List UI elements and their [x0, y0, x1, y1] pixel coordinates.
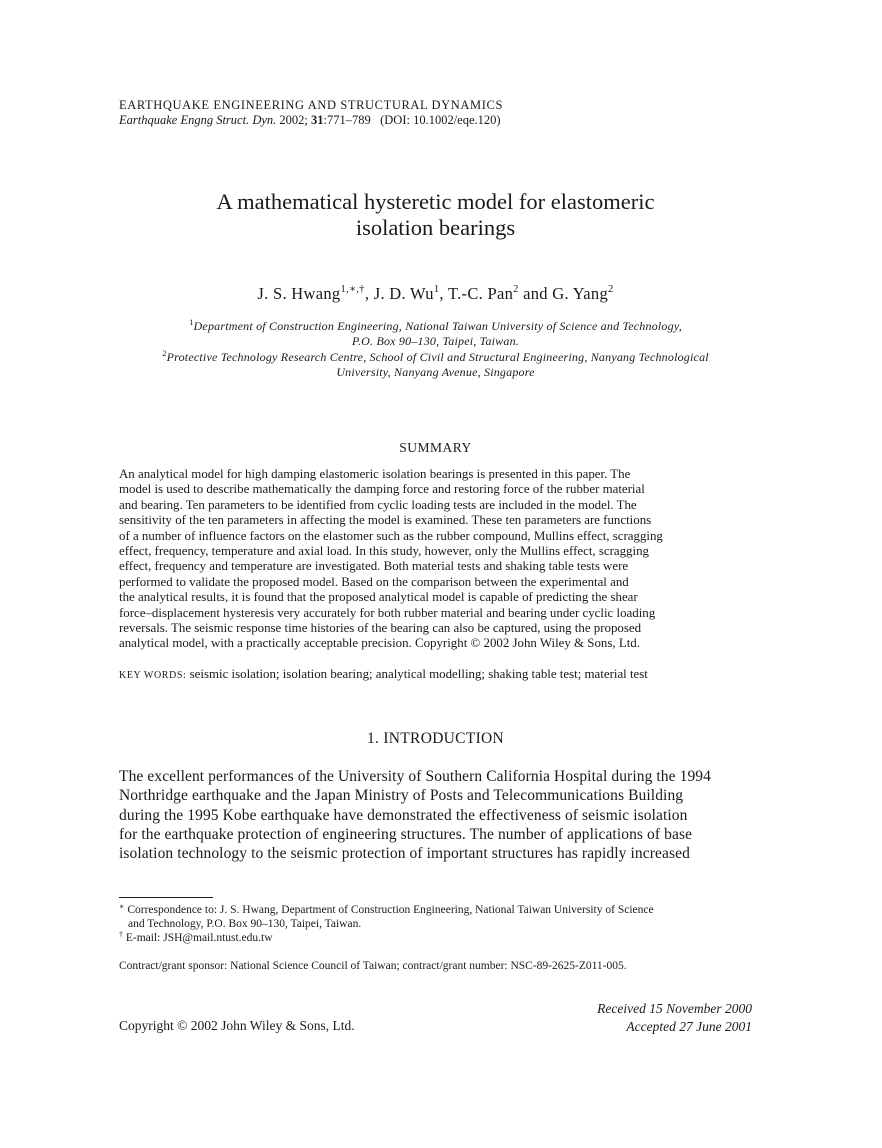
running-header: [119, 98, 503, 128]
received-date: Received 15 November 2000: [597, 1001, 752, 1016]
journal-name: EARTHQUAKE ENGINEERING AND STRUCTURAL DYNAMICS: [119, 98, 504, 112]
author-name: T.-C. Pan: [447, 284, 514, 303]
abstract-line: of a number of influence factors on the elastomer such as the rubber compound, Mullins effect, scragging: [119, 528, 663, 543]
author-name: J. D. Wu: [373, 284, 434, 303]
citation-doi: (DOI: 10.1002/eqe.120): [380, 113, 501, 127]
citation-volume: 31: [311, 113, 324, 127]
author-list: [119, 284, 752, 304]
keywords: [119, 667, 752, 682]
affiliation-mark: 2: [162, 347, 167, 358]
footnote-divider: [119, 897, 213, 898]
received-dates: [597, 1000, 752, 1035]
citation-year: 2002;: [279, 113, 308, 127]
abstract-line: effect, frequency and temperature are investigated. Both material tests and shaking table tests were: [119, 559, 629, 574]
author-marks: 2: [608, 284, 614, 295]
footnote-text: Correspondence to: J. S. Hwang, Department of Construction Engineering, National Taiwan University of Science: [127, 904, 654, 916]
keywords-text: seismic isolation; isolation bearing; analytical modelling; shaking table test; material test: [189, 667, 648, 681]
abstract-line: and bearing. Ten parameters to be identified from cyclic loading tests are included in the model. The: [119, 497, 637, 512]
copyright-notice: Copyright © 2002 John Wiley & Sons, Ltd.: [119, 1018, 355, 1033]
accepted-date: Accepted 27 June 2001: [626, 1018, 752, 1034]
affiliation-1: [111, 319, 760, 334]
abstract: [119, 467, 752, 652]
correspondence-footnote: [119, 903, 752, 917]
email-text: E-mail: JSH@mail.ntust.edu.tw: [125, 932, 273, 945]
author-marks: 1,∗,†: [340, 284, 365, 295]
abstract-line: An analytical model for high damping elastomeric isolation bearings is presented in this paper. The: [119, 467, 631, 481]
footnote-mark: †: [119, 930, 123, 940]
footnotes: [119, 903, 752, 946]
abstract-line: force–displacement hysteresis very accurately for both rubber material and bearing under cyclic loading: [119, 605, 656, 620]
abstract-line: performed to validate the proposed model. Based on the comparison between the experimental and: [119, 574, 629, 589]
abstract-line: the analytical results, it is found that the proposed analytical model is capable of predicting the shear: [119, 590, 638, 605]
author-name: G. Yang: [552, 284, 609, 303]
affiliation-2: [111, 347, 760, 365]
affiliation-text: Department of Construction Engineering, National Taiwan University of Science and Technology,: [193, 319, 682, 333]
abstract-line: analytical model, with a practically acceptable precision. Copyright © 2002 John Wiley & Sons, Ltd.: [119, 636, 640, 651]
affiliation-1-cont: P.O. Box 90–130, Taipei, Taiwan.: [352, 334, 519, 349]
abstract-line: sensitivity of the ten parameters in affecting the model is examined. These ten parameters are functions: [119, 513, 652, 528]
author-separator: and: [518, 284, 553, 303]
citation-pages: :771–789: [323, 113, 371, 127]
body-line: The excellent performances of the University of Southern California Hospital during the 1994: [119, 768, 712, 785]
affiliation-mark: 1: [189, 317, 194, 327]
body-line: for the earthquake protection of engineering structures. The number of applications of base: [119, 825, 693, 843]
body-line: during the 1995 Kobe earthquake have demonstrated the effectiveness of seismic isolation: [119, 806, 688, 824]
affiliations: [111, 319, 760, 380]
footnote-text: and Technology, P.O. Box 90–130, Taipei, Taiwan.: [128, 918, 362, 931]
section-heading: 1. INTRODUCTION: [366, 730, 505, 747]
affiliation-2-cont: University, Nanyang Avenue, Singapore: [336, 364, 535, 379]
author-marks: 2: [513, 284, 519, 295]
footnote-mark: ∗: [119, 902, 125, 911]
title-line: A mathematical hysteretic model for elastomeric: [216, 189, 655, 214]
author-separator: ,: [364, 284, 374, 303]
author-marks: 1: [433, 284, 440, 295]
body-line: Northridge earthquake and the Japan Ministry of Posts and Telecommunications Building: [119, 787, 684, 805]
paper-title: [119, 189, 752, 241]
keywords-label: KEY WORDS:: [119, 670, 187, 681]
contract-grant-note: Contract/grant sponsor: National Science Council of Taiwan; contract/grant number: NSC-89-2625-Z011-005.: [119, 960, 627, 972]
body-line: isolation technology to the seismic protection of important structures has rapidly increased: [119, 845, 690, 863]
author-name: J. S. Hwang: [257, 284, 341, 303]
affiliation-text: Protective Technology Research Centre, School of Civil and Structural Engineering, Nanyang Technological: [166, 349, 709, 364]
abstract-line: effect, frequency, temperature and axial load. In this study, however, only the Mullins effect, scragging: [119, 544, 649, 559]
citation-line: [119, 113, 503, 128]
abstract-line: reversals. The seismic response time histories of the bearing can also be captured, using the proposed: [119, 621, 642, 636]
citation-journal: Earthquake Engng Struct. Dyn.: [119, 113, 277, 127]
abstract-line: model is used to describe mathematically the damping force and restoring force of the rubber material: [119, 482, 645, 497]
title-line: isolation bearings: [355, 215, 516, 240]
email-footnote: [119, 931, 752, 945]
author-separator: ,: [439, 284, 448, 303]
summary-heading: SUMMARY: [399, 440, 472, 455]
introduction-text: [119, 767, 752, 863]
